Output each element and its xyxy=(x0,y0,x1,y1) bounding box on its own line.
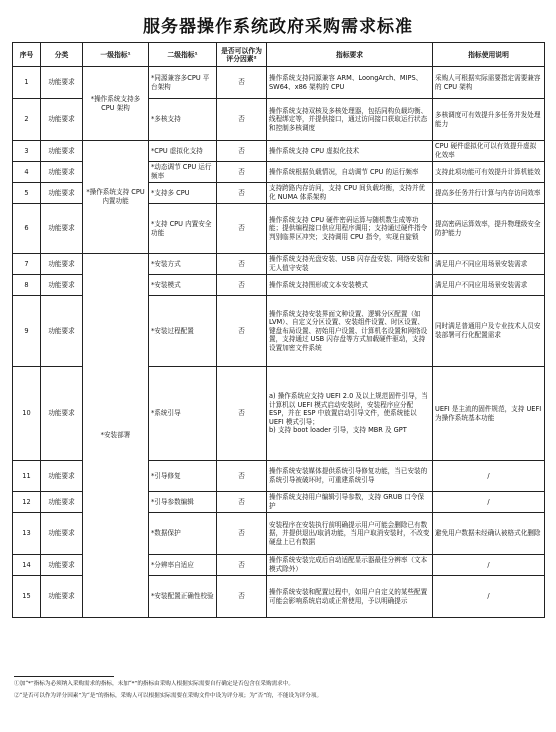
header-usage-note: 指标使用说明 xyxy=(433,43,545,67)
row-index: 5 xyxy=(13,183,41,204)
row-requirement: 操作系统安装和配置过程中，如用户自定义的某些配置可能会影响系统启动或正常使用，予以明确提示 xyxy=(267,576,433,618)
row-index: 15 xyxy=(13,576,41,618)
row-index: 3 xyxy=(13,141,41,162)
row-requirement: 操作系统支持图形或文本安装模式 xyxy=(267,275,433,296)
row-requirement: 操作系统安装媒体提供系统引导修复功能，当已安装的系统引导被破坏时，可重建系统引导 xyxy=(267,461,433,492)
row-requirement: 操作系统支持用户编辑引导参数，支持 GRUB 口令保护 xyxy=(267,492,433,513)
row-usage-note: / xyxy=(433,576,545,618)
row-scoring: 否 xyxy=(217,555,267,576)
row-category: 功能要求 xyxy=(41,67,83,99)
row-requirement: 操作系统支持同源兼容 ARM、LoongArch、MIPS、SW64、x86 架构的 CPU xyxy=(267,67,433,99)
header-index: 序号 xyxy=(13,43,41,67)
row-scoring: 否 xyxy=(217,367,267,461)
row-category: 功能要求 xyxy=(41,461,83,492)
row-level2: *支持多 CPU xyxy=(149,183,217,204)
row-category: 功能要求 xyxy=(41,254,83,275)
row-category: 功能要求 xyxy=(41,162,83,183)
row-requirement: 支持跨路内存访问，支持 CPU 间负载均衡，支持并优化 NUMA 体系架构 xyxy=(267,183,433,204)
table-row xyxy=(13,67,545,99)
row-usage-note: 提高密码运算效率，提升物理级安全防护能力 xyxy=(433,204,545,254)
row-requirement: 操作系统安装完成后自动适配显示器最佳分辨率（文本模式除外） xyxy=(267,555,433,576)
row-level2: *多核支持 xyxy=(149,99,217,141)
requirements-table xyxy=(12,42,545,618)
row-index: 6 xyxy=(13,204,41,254)
row-usage-note: 提高多任务并行计算与内存访问效率 xyxy=(433,183,545,204)
page-title: 服务器操作系统政府采购需求标准 xyxy=(143,17,413,37)
row-usage-note: 同时满足普通用户及专业技术人员安装部署可行化配置需求 xyxy=(433,296,545,367)
header-level1: 一级指标¹ xyxy=(83,43,149,67)
row-usage-note: 多核调度可有效提升多任务并发处理能力 xyxy=(433,99,545,141)
row-requirement: 操作系统支持光盘安装、USB 闪存盘安装、网络安装和无人值守安装 xyxy=(267,254,433,275)
footnotes xyxy=(14,678,544,702)
header-scoring: 是否可以作为评分因素² xyxy=(217,43,267,67)
header-level2: 二级指标¹ xyxy=(149,43,217,67)
row-usage-note: 支持此项功能可有效提升计算机能效 xyxy=(433,162,545,183)
row-index: 13 xyxy=(13,513,41,555)
row-scoring: 否 xyxy=(217,99,267,141)
row-requirement: a) 操作系统应支持 UEFI 2.0 及以上规范固件引导，当计算机以 UEFI 模式启动安装时，安装程序应分配 ESP，并在 ESP 中放置启动引导文件，使系统能以 UEFI 模式引导； b) 支持 boot loader 引导，支持 MBR 及 GPT xyxy=(267,367,433,461)
row-level2: *数据保护 xyxy=(149,513,217,555)
row-level2: *安装方式 xyxy=(149,254,217,275)
row-scoring: 否 xyxy=(217,513,267,555)
row-level2: *支持 CPU 内置安全功能 xyxy=(149,204,217,254)
row-requirement: 操作系统支持双核及多核处理器，包括同构负载均衡、线程绑定等，并提供接口，通过访问接口获取运行状态和控制多核调度 xyxy=(267,99,433,141)
row-requirement: 操作系统支持安装界面文种设置、逻辑分区配置（如 LVM）、自定义分区设置、安装组件设置、时区设置、键盘布局设置、初始用户设置、计算机名设置和网络设置，支持通过 USB 闪存盘等方式加载硬件驱动，支持设置加密文件系统 xyxy=(267,296,433,367)
row-category: 功能要求 xyxy=(41,204,83,254)
row-category: 功能要求 xyxy=(41,296,83,367)
footnote-1: ①加“*”指标为必须纳入采购需求的指标，未加“*”的指标由采购人根据实际需要自行确定是否包含在采购需求中。 xyxy=(14,681,294,687)
row-scoring: 否 xyxy=(217,275,267,296)
row-index: 14 xyxy=(13,555,41,576)
row-category: 功能要求 xyxy=(41,367,83,461)
row-level2: *引导参数编辑 xyxy=(149,492,217,513)
row-index: 7 xyxy=(13,254,41,275)
row-scoring: 否 xyxy=(217,162,267,183)
row-usage-note: UEFI 是主流的固件规范，支持 UEFI 为操作系统基本功能 xyxy=(433,367,545,461)
row-index: 12 xyxy=(13,492,41,513)
row-level2: *安装配置正确性校验 xyxy=(149,576,217,618)
table-row xyxy=(13,141,545,162)
row-index: 4 xyxy=(13,162,41,183)
row-scoring: 否 xyxy=(217,183,267,204)
row-index: 10 xyxy=(13,367,41,461)
row-usage-note: 采购人可根据实际需要指定需要兼容的 CPU 架构 xyxy=(433,67,545,99)
row-scoring: 否 xyxy=(217,576,267,618)
row-requirement: 操作系统根据负载情况，自动调节 CPU 的运行频率 xyxy=(267,162,433,183)
row-scoring: 否 xyxy=(217,254,267,275)
row-category: 功能要求 xyxy=(41,141,83,162)
row-index: 9 xyxy=(13,296,41,367)
row-index: 11 xyxy=(13,461,41,492)
row-scoring: 否 xyxy=(217,296,267,367)
row-category: 功能要求 xyxy=(41,99,83,141)
row-usage-note: 满足用户不同应用场景安装需求 xyxy=(433,275,545,296)
row-scoring: 否 xyxy=(217,141,267,162)
header-category: 分类 xyxy=(41,43,83,67)
row-level2: *安装过程配置 xyxy=(149,296,217,367)
header-requirement: 指标要求 xyxy=(267,43,433,67)
row-usage-note: 满足用户不同应用场景安装需求 xyxy=(433,254,545,275)
row-requirement: 操作系统支持 CPU 虚拟化技术 xyxy=(267,141,433,162)
row-level2: *系统引导 xyxy=(149,367,217,461)
row-category: 功能要求 xyxy=(41,576,83,618)
table-row xyxy=(13,254,545,275)
row-requirement: 操作系统支持 CPU 硬件密码运算与随机数生成等功能；提供编程接口供应用程序调用；支持通过硬件指令判别临界区冲突；支持调用 CPU 指令，实现自旋锁 xyxy=(267,204,433,254)
row-index: 1 xyxy=(13,67,41,99)
row-index: 8 xyxy=(13,275,41,296)
row-usage-note: / xyxy=(433,555,545,576)
row-level2: *同源兼容多CPU 平台架构 xyxy=(149,67,217,99)
footnote-2: ②“是否可以作为评分因素”为“是”的指标，采购人可以根据实际需要在采购文件中设为评分项；为“否”的，不能设为评分项。 xyxy=(14,693,323,699)
row-category: 功能要求 xyxy=(41,513,83,555)
level1-arch: *操作系统支持多 CPU 架构 xyxy=(83,67,149,141)
row-scoring: 否 xyxy=(217,492,267,513)
row-usage-note: / xyxy=(433,461,545,492)
row-level2: *CPU 虚拟化支持 xyxy=(149,141,217,162)
row-scoring: 否 xyxy=(217,204,267,254)
level1-cpu: *操作系统支持 CPU 内置功能 xyxy=(83,141,149,254)
row-level2: *安装模式 xyxy=(149,275,217,296)
row-level2: *动态调节 CPU 运行频率 xyxy=(149,162,217,183)
row-requirement: 安装程序在安装执行前明确提示用户可能会删除已有数据，并提供退出/取消功能，当用户取消安装时，不改变硬盘上已有数据 xyxy=(267,513,433,555)
row-index: 2 xyxy=(13,99,41,141)
row-category: 功能要求 xyxy=(41,275,83,296)
row-category: 功能要求 xyxy=(41,183,83,204)
row-level2: *引导修复 xyxy=(149,461,217,492)
row-usage-note: CPU 硬件虚拟化可以有效提升虚拟化效率 xyxy=(433,141,545,162)
footnote-divider xyxy=(14,676,114,677)
level1-install: *安装部署 xyxy=(83,254,149,618)
row-category: 功能要求 xyxy=(41,492,83,513)
row-usage-note: / xyxy=(433,492,545,513)
row-level2: *分辨率自适应 xyxy=(149,555,217,576)
row-scoring: 否 xyxy=(217,67,267,99)
row-category: 功能要求 xyxy=(41,555,83,576)
row-scoring: 否 xyxy=(217,461,267,492)
row-usage-note: 避免用户数据未经确认被格式化删除 xyxy=(433,513,545,555)
table-header-row xyxy=(13,43,545,67)
